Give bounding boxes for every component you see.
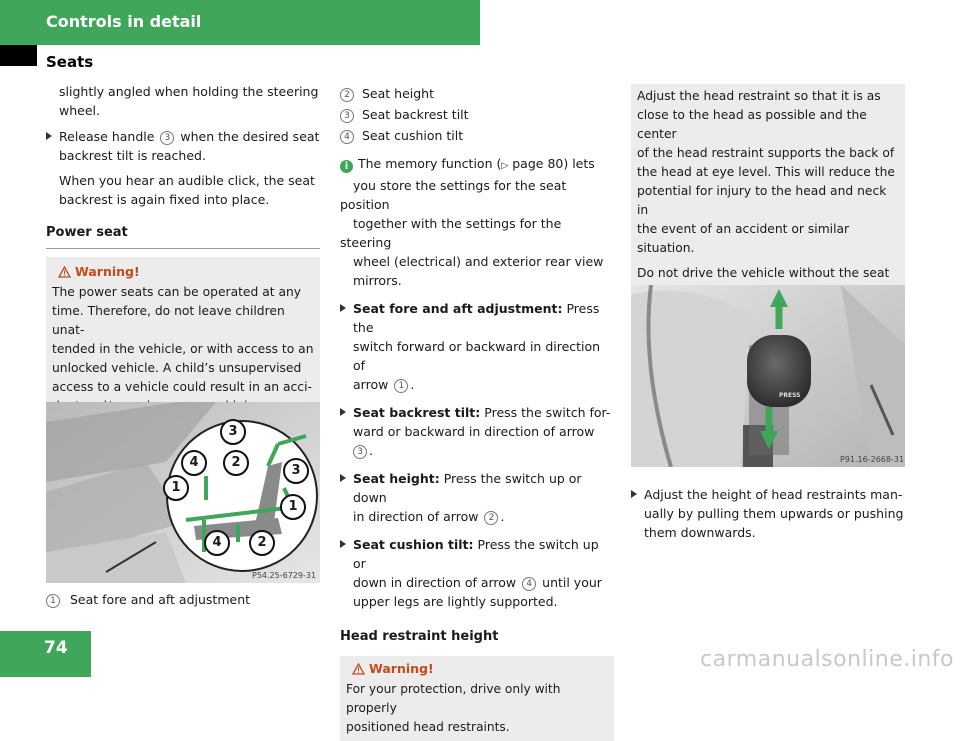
ref-number: 1: [46, 594, 60, 608]
step-fore-aft: Seat fore and aft adjustment: Press the switch forward or backward in direction of arrow 1 .: [340, 299, 614, 394]
advice-line: of the head restraint supports the back of: [637, 146, 895, 160]
photo-code: P91.16-2668-31: [840, 455, 905, 464]
warning-line: The power seats can be operated at any: [52, 285, 302, 299]
warning-title: Warning!: [75, 264, 140, 279]
step-line: them downwards.: [644, 525, 756, 540]
column-middle: [340, 84, 614, 741]
advice-line: the head at eye level. This will reduce the: [637, 165, 895, 179]
page-number: 74: [44, 638, 68, 658]
legend-item: 4 Seat cushion tilt: [340, 126, 614, 145]
advice-line: potential for injury to the head and neck in: [637, 184, 887, 217]
photo-caption: 1 Seat fore and aft adjustment: [46, 590, 320, 609]
ref-number: 3: [160, 131, 174, 145]
warning-line: access to a vehicle could result in an acci-: [52, 380, 312, 394]
click-note: When you hear an audible click, the seat backrest is again fixed into place.: [59, 173, 315, 207]
diagram-label: 1: [280, 494, 306, 520]
step-line: Adjust the height of head restraints man-: [644, 487, 903, 502]
continued-text: slightly angled when holding the steering wheel.: [59, 84, 319, 118]
warning-line: unlocked vehicle. A child’s unsupervised: [52, 361, 302, 375]
advice-line: the event of an accident or similar situation.: [637, 222, 850, 255]
advice-line: close to the head as possible and the center: [637, 108, 867, 141]
warning-box-head-restraint: [340, 656, 614, 741]
head-restraint-height-heading: Head restraint height: [340, 629, 499, 644]
power-seat-heading: Power seat: [46, 223, 320, 249]
photo-code: P54.25-6729-31: [252, 571, 317, 580]
headrest-button-label: PRESS: [779, 392, 801, 399]
diagram-label: 4: [204, 530, 230, 556]
section-title: Seats: [46, 53, 94, 71]
seat-controls-photo: [46, 402, 320, 583]
diagram-label: 3: [283, 458, 309, 484]
warning-triangle-icon: [352, 661, 365, 680]
legend-item: 2 Seat height: [340, 84, 614, 103]
warning-triangle-icon: [58, 264, 71, 283]
warning-line: For your protection, drive only with properly: [346, 682, 561, 715]
step-cushion-tilt: Seat cushion tilt: Press the switch up or down in direction of arrow 4 until your upper legs are lightly supported.: [340, 535, 614, 611]
head-restraint-step: [631, 485, 905, 542]
warning-line: tended in the vehicle, or with access to an: [52, 342, 314, 356]
memory-info-note: i The memory function (▷ page 80) lets you store the settings for the seat position together with the settings for the steering wheel (electrical) and exterior rear view mirrors.: [340, 156, 604, 288]
diagram-label: 3: [220, 419, 246, 445]
legend-item: 3 Seat backrest tilt: [340, 105, 614, 124]
diagram-label: 2: [223, 450, 249, 476]
advice-line: Do not drive the vehicle without the seat: [637, 266, 890, 280]
warning-title: Warning!: [369, 661, 434, 676]
step-backrest-tilt: Seat backrest tilt: Press the switch for- ward or backward in direction of arrow 3 .: [340, 403, 614, 460]
release-handle-step: Release handle 3 when the desired seat backrest tilt is reached.: [46, 127, 320, 165]
warning-line: time. Therefore, do not leave children unat-: [52, 304, 285, 337]
section-marker: [0, 45, 37, 66]
info-icon: i: [340, 160, 353, 173]
head-restraint-photo: [631, 285, 905, 467]
diagram-label: 4: [181, 450, 207, 476]
advice-line: Adjust the head restraint so that it is as: [637, 89, 881, 103]
warning-box-power-seat: [46, 257, 320, 421]
page-ref-arrow-icon: ▷: [501, 161, 509, 171]
column-left: [46, 82, 320, 421]
diagram-label: 1: [163, 475, 189, 501]
chapter-title: Controls in detail: [46, 12, 202, 31]
diagram-label: 2: [249, 530, 275, 556]
warning-line: positioned head restraints.: [346, 720, 510, 734]
step-seat-height: Seat height: Press the switch up or down in direction of arrow 2 .: [340, 469, 614, 526]
step-line: ually by pulling them upwards or pushing: [644, 506, 904, 521]
watermark: carmanualsonline.info: [700, 647, 954, 672]
